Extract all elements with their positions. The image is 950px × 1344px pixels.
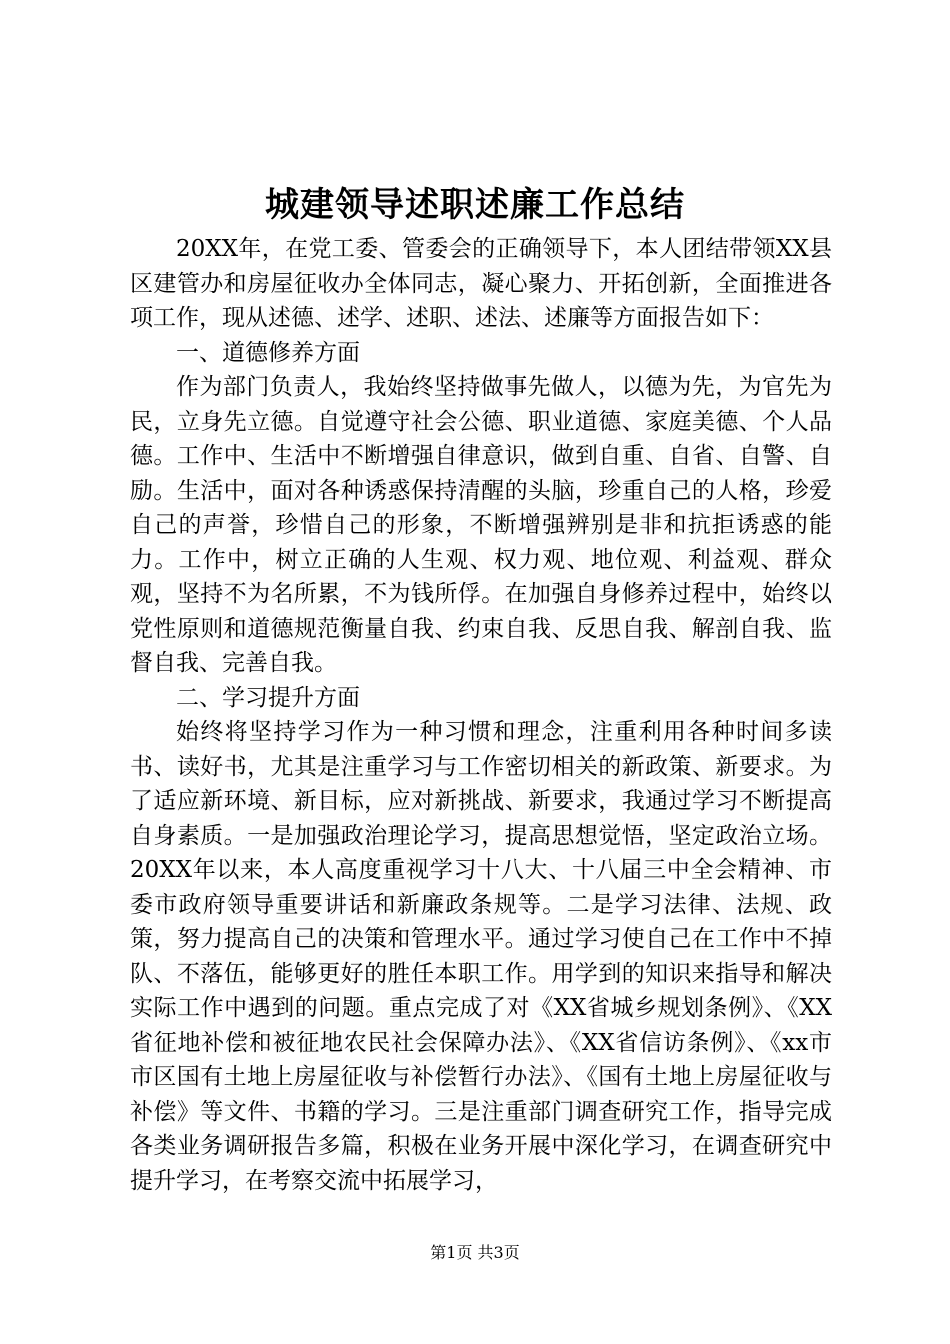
- section-heading-moral: 一、道德修养方面: [176, 339, 360, 366]
- study-paragraph: 始终将坚持学习作为一种习惯和理念，注重利用各种时间多读书、读好书，尤其是注重学习与工作密切相关的新政策、新要求。为了适应新环境、新目标，应对新挑战、新要求，我通过学习不断提高自身素质。一是加强政治理论学习，提高思想觉悟，坚定政治立场。20XX年以来，本人高度重视学习十八大、十八届三中全会精神、市委市政府领导重要讲话和新廉政条规等。二是学习法律、法规、政策，努力提高自己的决策和管理水平。通过学习使自己在工作中不掉队、不落伍，能够更好的胜任本职工作。用学到的知识来指导和解决实际工作中遇到的问题。重点完成了对《XX省城乡规划条例》、《XX省征地补偿和被征地农民社会保障办法》、《XX省信访条例》、《xx市市区国有土地上房屋征收与补偿暂行办法》、《国有土地上房屋征收与补偿》等文件、书籍的学习。三是注重部门调查研究工作，指导完成各类业务调研报告多篇，积极在业务开展中深化学习，在调查研究中提升学习，在考察交流中拓展学习，: [130, 719, 832, 1194]
- intro-paragraph: 20XX年，在党工委、管委会的正确领导下，本人团结带领XX县区建管办和房屋征收办全体同志，凝心聚力、开拓创新，全面推进各项工作，现从述德、述学、述职、述法、述廉等方面报告如下：: [130, 236, 832, 331]
- moral-paragraph: 作为部门负责人，我始终坚持做事先做人，以德为先，为官先为民，立身先立德。自觉遵守社会公德、职业道德、家庭美德、个人品德。工作中、生活中不断增强自律意识，做到自重、自省、自警、自励。生活中，面对各种诱惑保持清醒的头脑，珍重自己的人格，珍爱自己的声誉，珍惜自己的形象，不断增强辨别是非和抗拒诱惑的能力。工作中，树立正确的人生观、权力观、地位观、利益观、群众观，坚持不为名所累，不为钱所俘。在加强自身修养过程中，始终以党性原则和道德规范衡量自我、约束自我、反思自我、解剖自我、监督自我、完善自我。: [130, 374, 832, 676]
- section-heading-study: 二、学习提升方面: [176, 684, 360, 711]
- page-number-footer: 第1页 共3页: [430, 1243, 520, 1262]
- page-title: 城建领导述职述廉工作总结: [265, 185, 685, 225]
- document-body: [130, 232, 832, 1198]
